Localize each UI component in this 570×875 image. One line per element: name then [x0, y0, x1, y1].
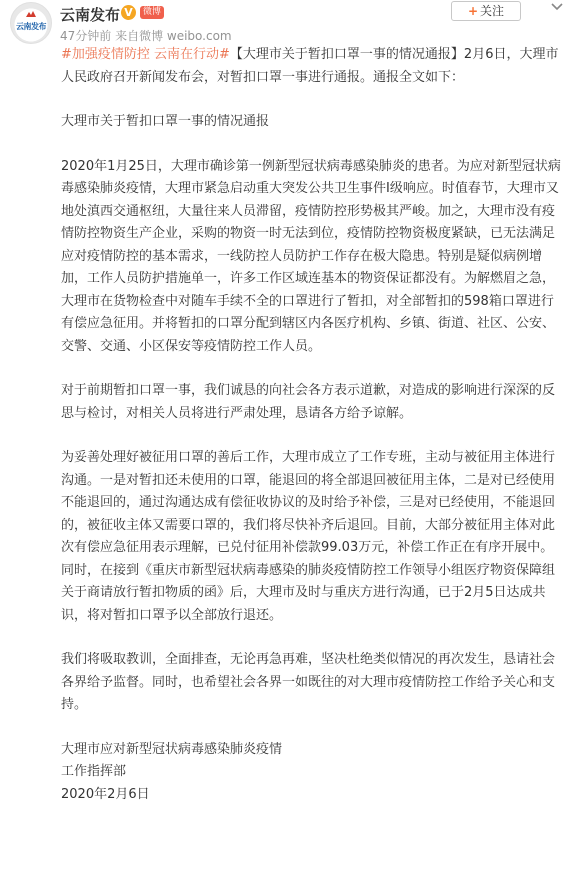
post-content	[61, 44, 561, 806]
signature-line-1: 大理市应对新型冠状病毒感染肺炎疫情	[61, 741, 283, 757]
vip-badge[interactable]: 微博	[140, 6, 164, 19]
follow-label: 关注	[480, 4, 505, 18]
paragraph-3: 为妥善处理好被征用口罩的善后工作，大理市成立了工作专班，主动与被征用主体进行沟通。一是对暂扣还未使用的口罩，能退回的将全部退回被征用主体，二是对已经使用不能退回的，通过沟通达成有偿征收协议的及时给予补偿，三是对已经使用，不能退回的，被征收主体又需要口罩的，我们将尽快补齐后退回。目前，大部分被征用主体对此次有偿应急征用表示理解，已兑付征用补偿款99.03万元，补偿工作正在有序开展中。同时，在接到《重庆市新型冠状病毒感染的肺炎疫情防控工作领导小组医疗物资保障组关于商请放行暂扣物质的函》后，大理市及时与重庆方进行沟通，已于2月5日达成共识，将对暂扣口罩予以全部放行退还。	[61, 450, 556, 623]
paragraph-1: 2020年1月25日，大理市确诊第一例新型冠状病毒感染肺炎的患者。为应对新型冠状病毒感染肺炎疫情，大理市紧急启动重大突发公共卫生事件I级响应。时值春节，大理市又地处滇西交通枢纽，大量往来人员滞留，疫情防控形势极其严峻。加之，大理市没有疫情防控物资生产企业，采购的物资一时无法到位，疫情防控物资极度紧缺，已无法满足应对疫情防控的基本需求，一线防控人员防护工作存在极大隐患。特别是疑似病例增加，工作人员防护措施单一，许多工作区域连基本的物资保证都没有。为解燃眉之急，大理市在货物检查中对随车手续不全的口罩进行了暂扣，对全部暂扣的598箱口罩进行有偿应急征用。并将暂扣的口罩分配到辖区内各医疗机构、乡镇、街道、社区、公安、交警、交通、小区保安等疫情防控工作人员。	[61, 158, 561, 354]
verified-icon: V	[121, 5, 136, 20]
author-name[interactable]: 云南发布	[60, 6, 121, 24]
paragraph-4: 我们将吸取教训，全面排查，无论再急再难，坚决杜绝类似情况的再次发生，恳请社会各界给予监督。同时，也希望社会各界一如既往的对大理市疫情防控工作给予关心和支持。	[61, 652, 556, 712]
plus-icon: +	[467, 4, 479, 18]
signature-line-2: 工作指挥部	[61, 764, 127, 779]
more-icon[interactable]	[550, 2, 564, 12]
avatar[interactable]	[10, 2, 52, 44]
post-meta: 47分钟前 来自微博 weibo.com	[60, 29, 232, 43]
intro-paragraph	[61, 44, 561, 89]
hashtag-link[interactable]: #加强疫情防控 云南在行动#	[61, 47, 230, 62]
signature-date: 2020年2月6日	[61, 786, 150, 802]
paragraph-2: 对于前期暂扣口罩一事，我们诚恳的向社会各方表示道歉，对造成的影响进行深深的反思与检讨，对相关人员将进行严肃处理，恳请各方给予谅解。	[61, 383, 556, 421]
follow-button[interactable]	[451, 1, 521, 21]
intro-text: 【大理市关于暂扣口罩一事的情况通报】2月6日，大理市人民政府召开新闻发布会，对暂扣口罩一事进行通报。通报全文如下：	[61, 47, 559, 85]
avatar-logo-icon	[25, 9, 37, 19]
post-header	[0, 0, 570, 44]
avatar-text: 云南发布	[16, 22, 46, 31]
notice-title: 大理市关于暂扣口罩一事的情况通报	[61, 114, 270, 129]
